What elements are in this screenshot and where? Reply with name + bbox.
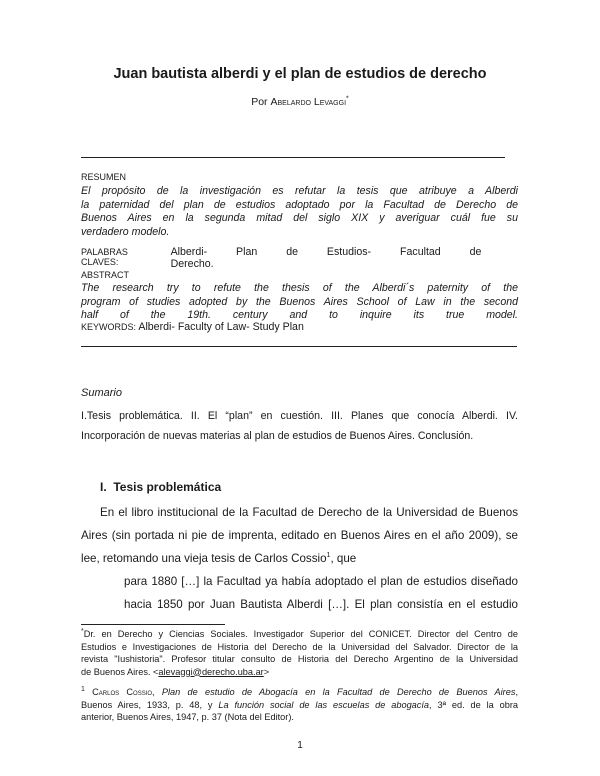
footnote-1-l2-start: Buenos Aires, 1933, p. 48, y [81, 699, 219, 710]
body-line-2: Aires (sin portada ni pie de imprenta, editado en Buenos Aires en el año 2009), se [81, 529, 518, 542]
bottom-divider [81, 346, 517, 347]
paper-title: Juan bautista alberdi y el plan de estudios de derecho [113, 66, 487, 82]
author-prefix: Por [251, 96, 271, 108]
footnote-star-text-4: de Buenos Aires. < [81, 666, 159, 677]
abstract-line-2: program of studies adopted by the Buenos Aires School of Law in the second [81, 295, 518, 308]
footnote-1-author: Carlos Cossio [92, 687, 153, 697]
abstract-line-3: half of the 19th. century and to inquire its true model. [81, 309, 518, 321]
palabras-claves-label: PALABRAS CLAVES: [81, 247, 128, 267]
quote-line-2: hacia 1850 por Juan Bautista Alberdi […]. El plan consistía en el estudio [124, 598, 518, 611]
resumen-line-1: El propósito de la investigación es refutar la tesis que atribuye a Alberdi [81, 185, 518, 197]
footnote-ref-1: 1 [326, 552, 331, 560]
resumen-label: RESUMEN [81, 172, 127, 182]
section-title: Tesis problemática [113, 480, 222, 494]
section-number: I. [100, 480, 107, 494]
quote-line-1: para 1880 […] la Facultad ya había adoptado el plan de estudios diseñado [124, 575, 518, 588]
top-divider [81, 157, 505, 158]
footnote-1-l2-end: , 3ª ed. de la obra [429, 699, 518, 710]
author-footnote-mark: * [346, 95, 349, 103]
footnote-star-mark: * [81, 627, 84, 635]
keywords-label: KEYWORDS: [81, 322, 137, 332]
page-number: 1 [297, 740, 303, 751]
author-name: Abelardo Levaggi [270, 96, 347, 108]
section-heading [100, 480, 221, 494]
keywords-line [81, 321, 304, 335]
footnote-1-line-3: anterior, Buenos Aires, 1947, p. 37 (Nota del Editor). [81, 712, 294, 722]
author-email-link[interactable]: alevaggi@derecho.uba.ar [158, 666, 264, 677]
keywords-value: Alberdi- Faculty of Law- Study Plan [138, 321, 304, 333]
footnote-separator [81, 624, 225, 625]
body-line-3-end: , que [330, 552, 357, 565]
body-line-3 [81, 547, 356, 570]
footnote-1-l1-end: , [515, 687, 518, 697]
author-line [0, 96, 600, 108]
footnote-1-sep: , [152, 687, 162, 697]
footnote-1-line-1 [81, 686, 518, 699]
footnote-star-line-3: revista "Iushistoria". Profesor titular consulto de Historia del Derecho Argentino de la Universidad [81, 654, 518, 664]
sumario-line-1: I.Tesis problemática. II. El “plan” en cuestión. III. Planes que conocía Alberdi. IV. [81, 410, 518, 422]
footnote-1-line-2 [81, 699, 518, 712]
footnote-star-text-1: Dr. en Derecho y Ciencias Sociales. Investigador Superior del CONICET. Director del Centro de [83, 629, 518, 639]
footnote-1-mark: 1 [81, 685, 85, 693]
palabras-claves-row [81, 246, 518, 270]
sumario-line-2: Incorporación de nuevas materias al plan de estudios de Buenos Aires. Conclusión. [81, 430, 474, 442]
footnote-star-line-2: Estudios e Investigaciones de Historia del Derecho de la Universidad del Salvador. Director de la [81, 641, 518, 652]
abstract-label: ABSTRACT [81, 270, 130, 280]
footnote-1-work-2: La función social de las escuelas de abogacía [218, 699, 430, 710]
footnote-1-work-1: Plan de estudio de Abogacía en la Facultad de Derecho de Buenos Aires [161, 687, 516, 697]
resumen-line-4: verdadero modelo. [81, 225, 170, 238]
resumen-line-2: la paternidad del plan de estudios adoptado por la Facultad de Derecho de [81, 198, 518, 211]
sumario-heading: Sumario [81, 387, 122, 399]
palabras-claves-value: Alberdi- Plan de Estudios- Facultad de Derecho. [170, 246, 482, 270]
abstract-line-1: The research try to refute the thesis of the Alberdi´s paternity of the [81, 282, 518, 294]
body-line-3-text: lee, retomando una vieja tesis de Carlos Cossio [81, 552, 327, 565]
footnote-star-close: > [263, 666, 270, 677]
body-line-1: En el libro institucional de la Facultad de Derecho de la Universidad de Buenos [100, 506, 518, 519]
footnote-star-line-1 [81, 628, 518, 641]
footnote-star-line-4 [81, 666, 269, 679]
resumen-line-3: Buenos Aires en la segunda mitad del siglo XIX y averiguar cuál fue su [81, 212, 518, 224]
